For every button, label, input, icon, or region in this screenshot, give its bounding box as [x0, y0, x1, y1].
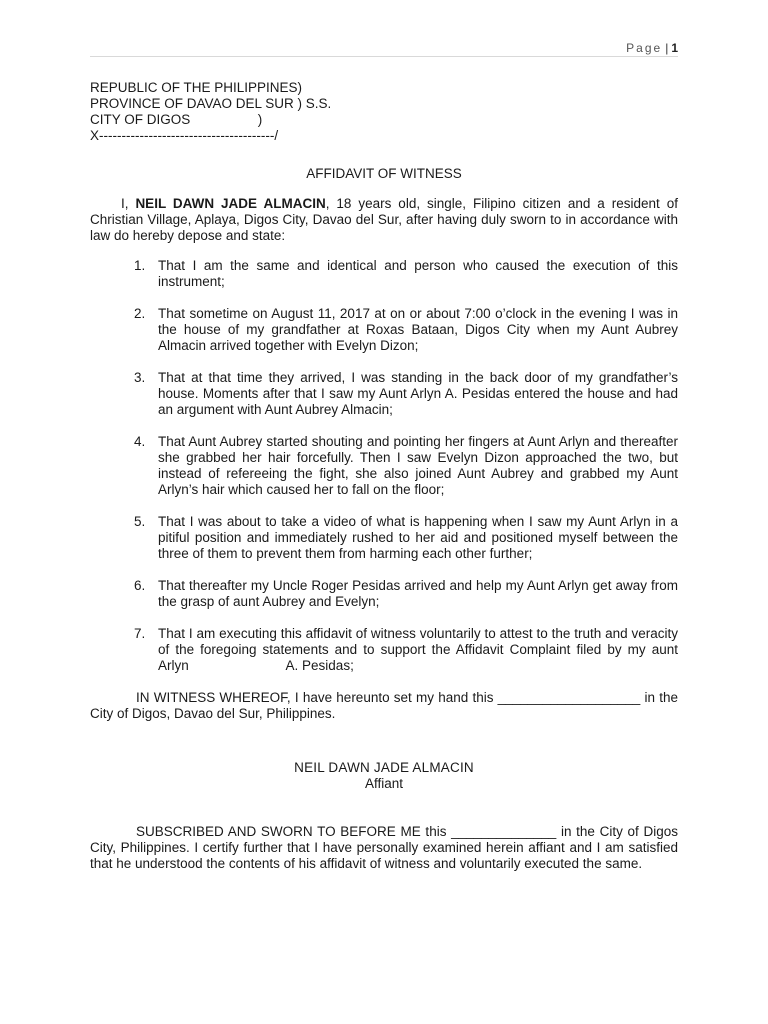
- statement-number: 7.: [134, 626, 146, 641]
- document-body: [90, 80, 682, 872]
- statement-text: That I was about to take a video of what is happening when I saw my Aunt Arlyn in a pitiful position and immediately rushed to her aid and positioned myself between the three of them to prevent them from harming each other further;: [158, 514, 678, 561]
- statement-number: 4.: [134, 434, 146, 449]
- intro-paragraph: [90, 196, 678, 244]
- statement-text: That Aunt Aubrey started shouting and pointing her fingers at Aunt Arlyn and thereafter she grabbed her hair forcefully. Then I saw Evelyn Dizon approached the two, but instead of refereeing the fight, she also joined Aunt Aubrey and grabbed my Aunt Arlyn’s hair which caused her to fall on the floor;: [158, 434, 678, 497]
- venue-caption: [90, 80, 678, 144]
- caption-line-province: PROVINCE OF DAVAO DEL SUR ) S.S.: [90, 96, 332, 111]
- statement-item: [90, 626, 682, 674]
- witness-clause: IN WITNESS WHEREOF, I have hereunto set my hand this ___________________ in the City of Digos, Davao del Sur, Philippines.: [90, 690, 678, 721]
- statement-list: [90, 258, 682, 674]
- page-number: 1: [671, 41, 678, 55]
- statement-number: 5.: [134, 514, 146, 529]
- affiant-name: NEIL DAWN JADE ALMACIN: [135, 196, 326, 211]
- statement-number: 2.: [134, 306, 146, 321]
- jurat-paragraph: SUBSCRIBED AND SWORN TO BEFORE ME this ______________ in the City of Digos City, Philippines. I certify further that I have personally examined herein affiant and I am satisfied that he understood the contents of his affidavit of witness and voluntarily executed the same.: [90, 824, 678, 871]
- statement-item: [90, 514, 678, 562]
- statement-item: [90, 434, 678, 498]
- statement-item: [90, 306, 678, 354]
- intro-prefix: I,: [121, 196, 136, 211]
- page-number-header: [626, 40, 678, 56]
- statement-text: That at that time they arrived, I was standing in the back door of my grandfather’s house. Moments after that I saw my Aunt Arlyn A. Pesidas entered the house and had an argument with Aunt Aubrey Almacin;: [158, 370, 678, 417]
- intro-text: , 18 years old, single, Filipino citizen and a resident of Christian Village, Aplaya, Digos City, Davao del Sur, after having duly sworn to in accordance with law do hereby depose and state:: [90, 196, 678, 243]
- caption-line-city: CITY OF DIGOS ): [90, 112, 263, 127]
- statement-number: 6.: [134, 578, 146, 593]
- statement-text: That I am the same and identical and person who caused the execution of this instrument;: [158, 258, 678, 289]
- page-label: Page: [626, 41, 663, 55]
- statement-number: 1.: [134, 258, 146, 273]
- header-rule: [90, 56, 678, 57]
- statement-item: [90, 370, 678, 418]
- statement-text: That I am executing this affidavit of witness voluntarily to attest to the truth and veracity of the foregoing statements and to support the Affidavit Complaint filed by my aunt Arlyn A. Pesidas;: [158, 626, 682, 673]
- document-title: AFFIDAVIT OF WITNESS: [306, 166, 462, 181]
- statement-text: That thereafter my Uncle Roger Pesidas arrived and help my Aunt Arlyn get away from the grasp of aunt Aubrey and Evelyn;: [158, 578, 678, 609]
- statement-text: That sometime on August 11, 2017 at on or about 7:00 o’clock in the evening I was in the house of my grandfather at Roxas Bataan, Digos City when my Aunt Aubrey Almacin arrived together with Evelyn Dizon;: [158, 306, 678, 353]
- statement-item: [90, 258, 678, 290]
- caption-line-republic: REPUBLIC OF THE PHILIPPINES): [90, 80, 303, 95]
- signatory-role: Affiant: [364, 776, 404, 791]
- statement-number: 3.: [134, 370, 146, 385]
- statement-item: [90, 578, 678, 610]
- page-separator: |: [665, 41, 669, 55]
- signatory-name: NEIL DAWN JADE ALMACIN: [294, 760, 474, 775]
- caption-line-rule: X---------------------------------------/: [90, 128, 279, 143]
- signature-block: [90, 760, 678, 792]
